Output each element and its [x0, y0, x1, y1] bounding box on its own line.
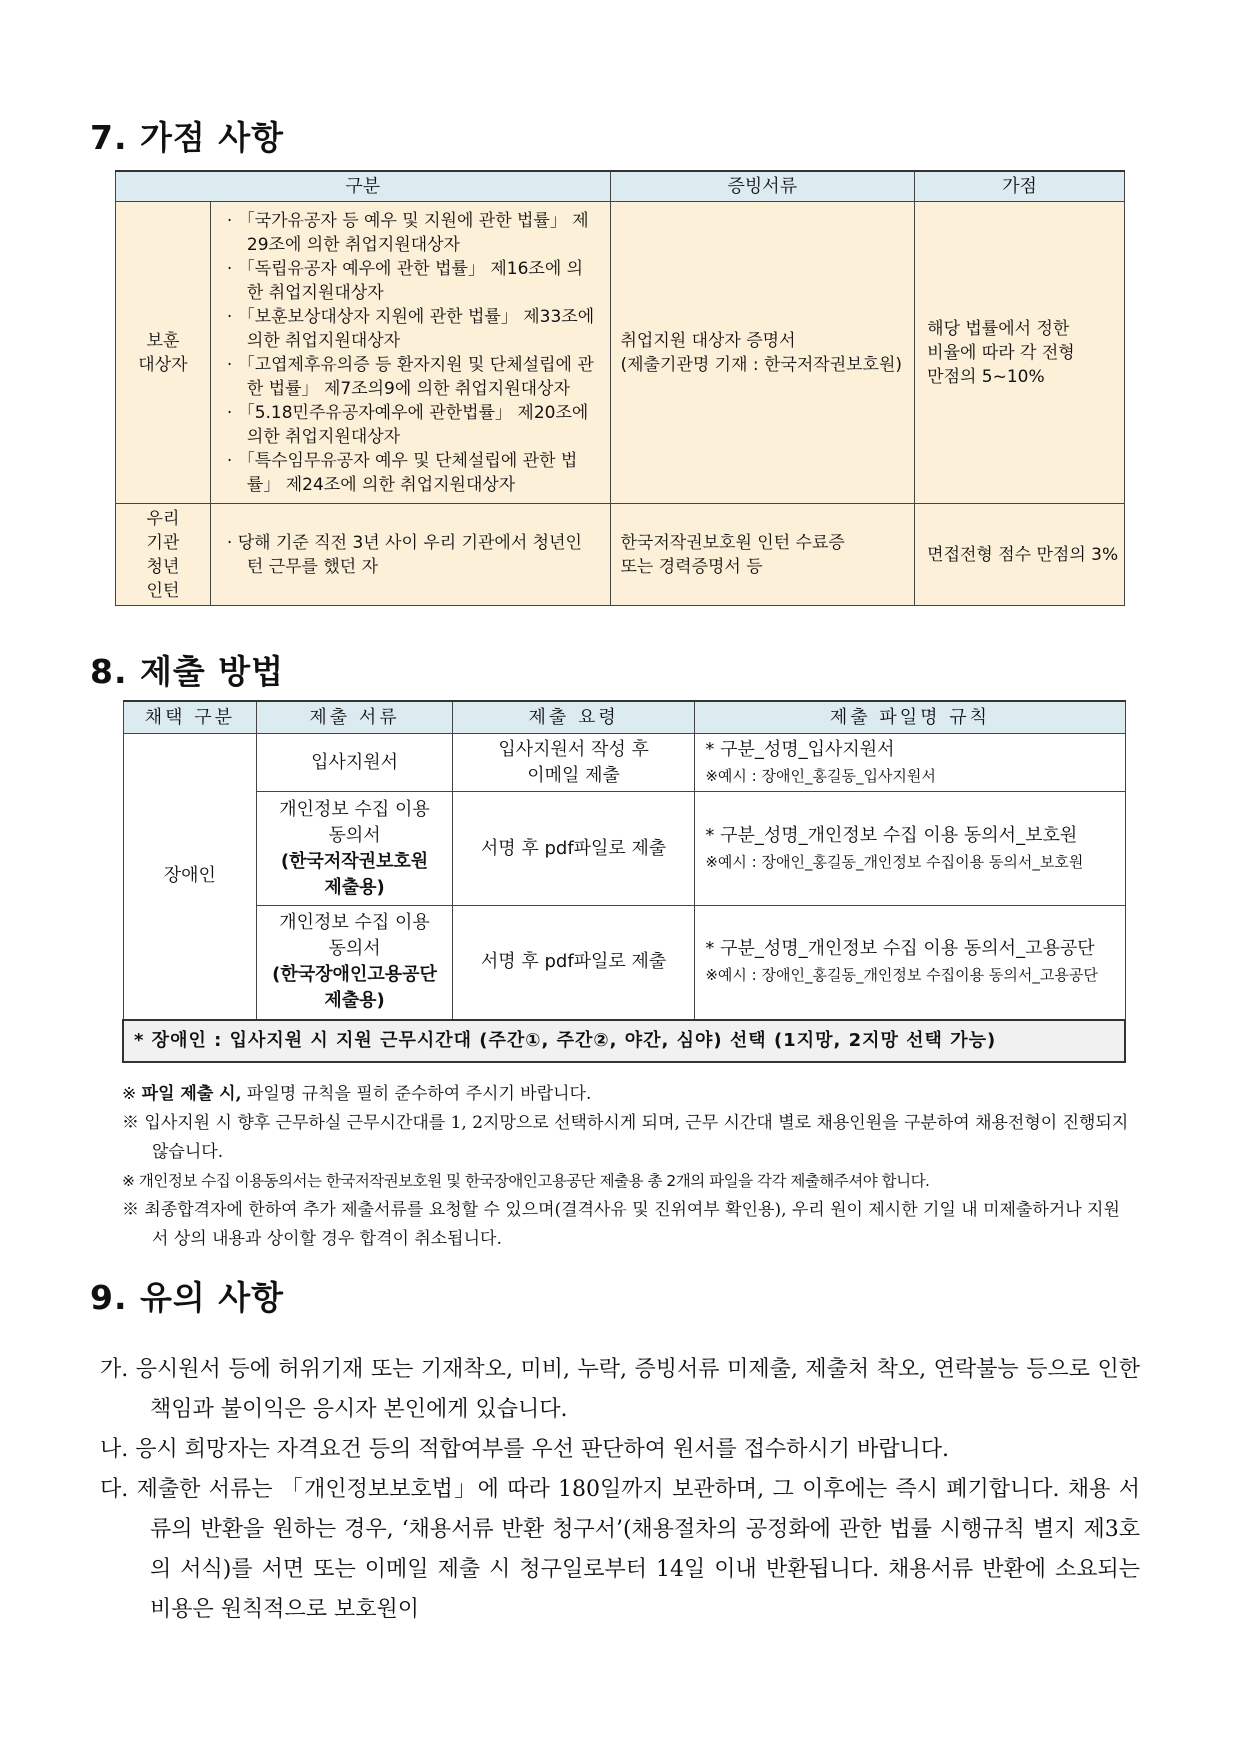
list-item: · 「독립유공자 예우에 관한 법률」 제16조에 의 한 취업지원대상자 — [226, 258, 584, 303]
category-cell: 우리 기관 청년 인턴 — [116, 504, 211, 606]
method-cell: 서명 후 pdf파일로 제출 — [452, 792, 695, 906]
filename-rule-cell — [695, 792, 1125, 906]
list-item: · 「보훈보상대상자 지원에 관한 법률」 제33조에 의한 취업지원대상자 — [226, 306, 595, 351]
note-mark: ※ — [122, 1172, 139, 1190]
note-item — [122, 1167, 1132, 1196]
filename-rule: * 구분_성명_입사지원서 — [705, 738, 895, 760]
filename-rule-cell — [695, 734, 1125, 792]
note-text: 최종합격자에 한하여 추가 제출서류를 요청할 수 있으며(결격사유 및 진위여부 확인용), 우리 원이 제시한 기일 내 미제출하거나 지원서 상의 내용과 상이할 경우 합격이 취소됩니다. — [144, 1200, 1120, 1249]
note-item — [122, 1109, 1132, 1167]
table-header-row — [116, 171, 1125, 202]
doc-recipient: (한국장애인고용공단 제출용) — [272, 964, 437, 1012]
criteria-list — [210, 202, 610, 504]
header-category: 구분 — [116, 171, 611, 202]
section-9-heading: 9. 유의 사항 — [90, 1278, 284, 1317]
footer-note: * 장애인 : 입사지원 시 지원 근무시간대 (주간①, 주간②, 야간, 심야) 선택 (1지망, 2지망 선택 가능) — [123, 1020, 1125, 1062]
list-item: · 「5.18민주유공자예우에 관한법률」 제20조에 의한 취업지원대상자 — [226, 402, 589, 447]
doc-cell — [257, 906, 453, 1020]
filename-example: ※예시 : 장애인_홍길동_입사지원서 — [705, 766, 936, 785]
group-cell: 장애인 — [123, 734, 257, 1020]
header-method: 제출 요령 — [452, 701, 695, 734]
table-row — [116, 504, 1125, 606]
bonus-points-table — [115, 170, 1125, 606]
table-row — [123, 792, 1125, 906]
note-text: 개인정보 수집 이용동의서는 한국저작권보호원 및 한국장애인고용공단 제출용 총 2개의 파일을 각각 제출해주셔야 합니다. — [138, 1172, 930, 1190]
caution-item: 가. 응시원서 등에 허위기재 또는 기재착오, 미비, 누락, 증빙서류 미제출, 제출처 착오, 연락불능 등으로 인한 책임과 불이익은 응시자 본인에게 있습니다. — [100, 1357, 1140, 1422]
filename-rule: * 구분_성명_개인정보 수집 이용 동의서_고용공단 — [705, 938, 1095, 960]
header-points: 가점 — [915, 171, 1125, 202]
list-item: · 「특수임무유공자 예우 및 단체설립에 관한 법률」 제24조에 의한 취업지원대상자 — [226, 450, 578, 495]
category-cell: 보훈 대상자 — [116, 202, 211, 504]
document-cell: 한국저작권보호원 인턴 수료증 또는 경력증명서 등 — [610, 504, 915, 606]
note-bold: 파일 제출 시, — [141, 1084, 242, 1104]
note-mark: ※ — [122, 1084, 142, 1104]
note-mark: ※ — [122, 1113, 145, 1133]
method-cell: 입사지원서 작성 후 이메일 제출 — [452, 734, 695, 792]
filename-example: ※예시 : 장애인_홍길동_개인정보 수집이용 동의서_보호원 — [705, 852, 1084, 871]
table-header-row — [123, 701, 1125, 734]
note-item — [122, 1080, 1132, 1109]
note-item — [122, 1196, 1132, 1254]
filename-rule: * 구분_성명_개인정보 수집 이용 동의서_보호원 — [705, 824, 1078, 846]
header-docs: 제출 서류 — [257, 701, 453, 734]
header-group: 채택 구분 — [123, 701, 257, 734]
filename-example: ※예시 : 장애인_홍길동_개인정보 수집이용 동의서_고용공단 — [705, 966, 1098, 985]
points-cell: 면접전형 점수 만점의 3% — [915, 504, 1125, 606]
doc-cell — [257, 792, 453, 906]
notes-list — [122, 1080, 1132, 1254]
list-item: · 당해 기준 직전 3년 사이 우리 기관에서 청년인 턴 근무를 했던 자 — [226, 532, 582, 577]
note-mark: ※ — [122, 1200, 145, 1220]
caution-item: 다. 제출한 서류는 「개인정보보호법」에 따라 180일까지 보관하며, 그 이후에는 즉시 폐기합니다. 채용 서류의 반환을 원하는 경우, ‘채용서류 반환 청구서’(채용절차의 공정화에 관한 법률 시행규칙 별지 제3호의 서식)를 서면 또는 이메일 제출 시 청구일로부터 14일 이내 반환됩니다. 채용서류 반환에 소요되는 비용은 원칙적으로 보호원이 — [100, 1477, 1140, 1622]
table-row — [123, 906, 1125, 1020]
note-text: 파일명 규칙을 필히 준수하여 주시기 바랍니다. — [241, 1084, 592, 1104]
filename-rule-cell — [695, 906, 1125, 1020]
method-cell: 서명 후 pdf파일로 제출 — [452, 906, 695, 1020]
table-row — [123, 734, 1125, 792]
section-7-heading: 7. 가점 사항 — [90, 118, 284, 157]
doc-name: 개인정보 수집 이용 동의서 — [279, 798, 430, 846]
criteria-list — [210, 504, 610, 606]
table-footer-row — [123, 1020, 1125, 1062]
doc-recipient: (한국저작권보호원 제출용) — [280, 850, 429, 898]
header-documents: 증빙서류 — [610, 171, 915, 202]
table-row — [116, 202, 1125, 504]
submission-table — [122, 700, 1126, 1063]
section-8-heading: 8. 제출 방법 — [90, 652, 284, 691]
doc-name: 개인정보 수집 이용 동의서 — [279, 912, 430, 960]
document-cell: 취업지원 대상자 증명서 (제출기관명 기재 : 한국저작권보호원) — [610, 202, 915, 504]
note-text: 입사지원 시 향후 근무하실 근무시간대를 1, 2지망으로 선택하시게 되며, 근무 시간대 별로 채용인원을 구분하여 채용전형이 진행되지 않습니다. — [144, 1113, 1129, 1162]
caution-item: 나. 응시 희망자는 자격요건 등의 적합여부를 우선 판단하여 원서를 접수하시기 바랍니다. — [100, 1437, 949, 1462]
doc-cell: 입사지원서 — [257, 734, 453, 792]
cautions-list — [100, 1350, 1140, 1630]
list-item: · 「국가유공자 등 예우 및 지원에 관한 법률」 제29조에 의한 취업지원대상자 — [226, 210, 589, 255]
list-item: · 「고엽제후유의증 등 환자지원 및 단체설립에 관한 법률」 제7조의9에 의한 취업지원대상자 — [226, 354, 594, 399]
points-cell: 해당 법률에서 정한 비율에 따라 각 전형 만점의 5~10% — [915, 202, 1125, 504]
header-filename-rule: 제출 파일명 규칙 — [695, 701, 1125, 734]
